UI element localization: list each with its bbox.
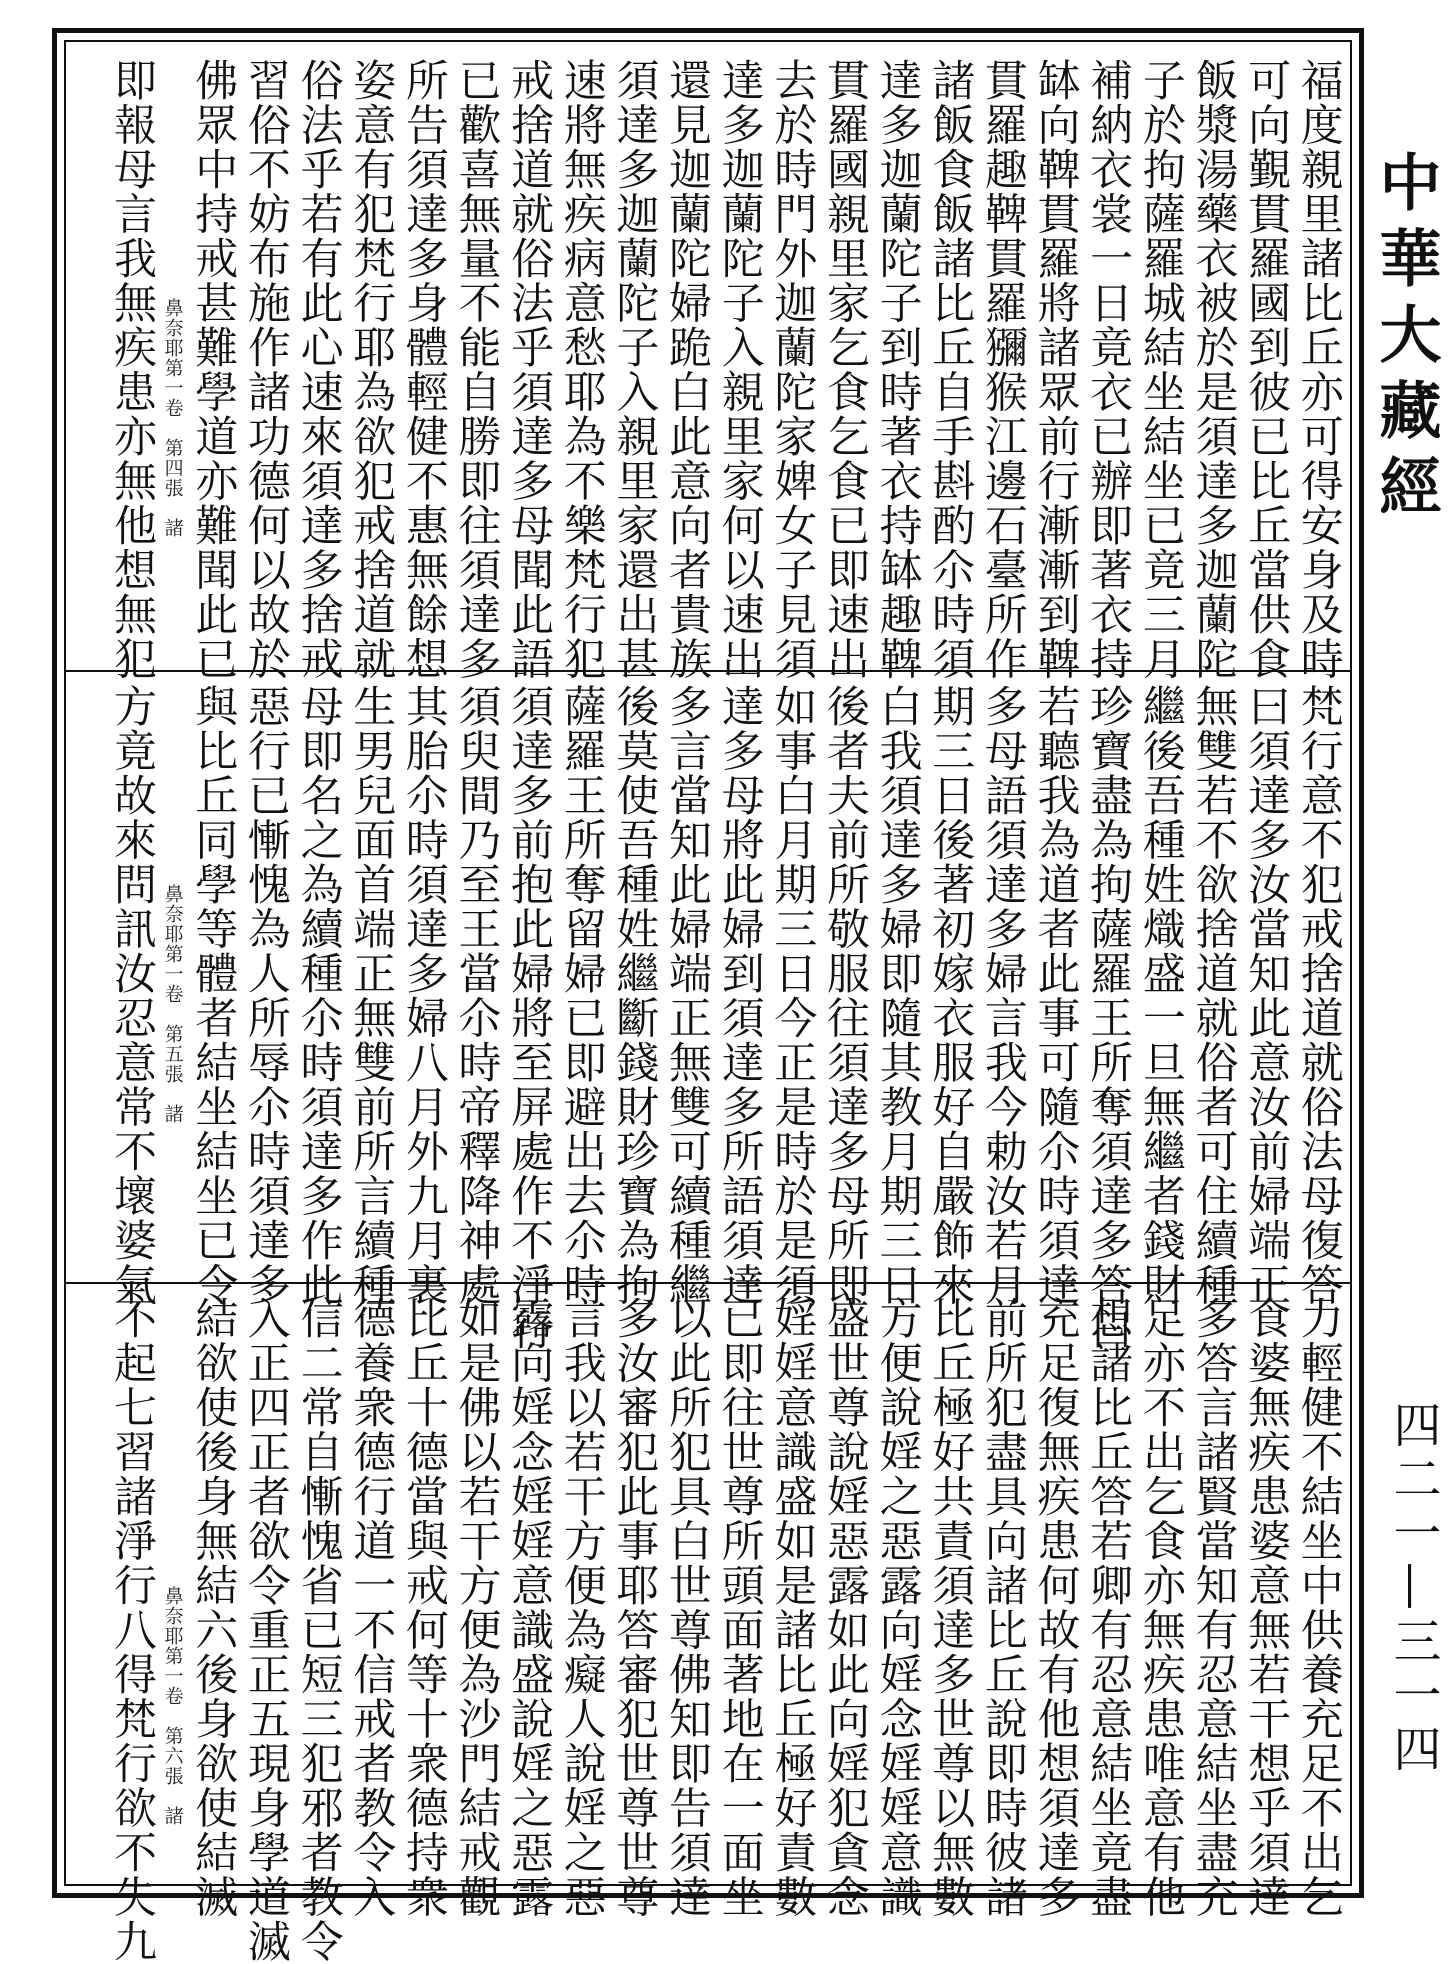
text-column: 達多母將此婦到須達多所語須達 [714, 684, 765, 1307]
text-column: 須臾間乃至王當尒時帝釋降神處 [451, 684, 502, 1307]
text-column: 姿意有犯梵行耶為欲犯戒捨道就 [346, 58, 397, 681]
text-column: 達多迦蘭陀子到時著衣持缽趣鞞 [872, 58, 923, 681]
page-note: 鼻奈耶第一卷 第四張 諸 [161, 298, 184, 538]
text-column: 無雙若不欲捨道就俗者可住續種 [1188, 684, 1239, 1307]
page-note: 鼻奈耶第一卷 第五張 諸 [161, 884, 184, 1124]
text-column: 母即名之為續種尒時須達多作此 [293, 684, 344, 1307]
text-column: 婬婬意識盛如是諸比丘極好責數 [767, 1296, 818, 1919]
text-column: 盛世尊說婬惡露如此向婬犯貪念 [819, 1296, 870, 1919]
text-column: 方便說婬之惡露向婬念婬婬意識 [872, 1296, 923, 1919]
text-column: 子於拘薩羅城結坐結坐已竟三月 [1135, 58, 1186, 681]
text-column: 惡行已慚愧為人所辱尒時須達多 [240, 684, 291, 1307]
text-column: 諸飯食飯諸比丘自手斟酌尒時須 [925, 58, 976, 681]
text-column: 露向婬念婬婬意識盛說婬之惡露 [504, 1296, 555, 1919]
text-column: 達多迦蘭陀子入親里家何以速出 [714, 58, 765, 681]
text-column: 足亦不出乞食亦無疾患唯意有他 [1135, 1296, 1186, 1919]
text-panel-1 [107, 58, 1344, 681]
text-column: 若聽我為道者此事可隨尒時須達 [1030, 684, 1081, 1307]
text-column: 即報母言我無疾患亦無他想無犯 [107, 58, 157, 681]
text-column: 比丘十德當與戒何等十衆德持衆 [398, 1296, 449, 1919]
page-note: 鼻奈耶第一卷 第六張 諸 [161, 1586, 184, 1826]
text-column: 入正四正者欲令重正五現身學道滅 [240, 1296, 291, 1964]
text-column: 去於時門外迦蘭陀家婢女子見須 [767, 58, 818, 681]
text-column: 其胎尒時須達多婦八月外九月裏 [398, 684, 449, 1307]
text-column: 珍寶盡為拘薩羅王所奪須達多答曰 [1083, 684, 1134, 1352]
text-column: 後者夫前所敬服往須達多母所即 [819, 684, 870, 1307]
text-column: 薩羅王所奪留婦已即避出去尒時 [556, 684, 607, 1307]
text-column: 貫羅國親里家乞食乞食已即速出 [819, 58, 870, 681]
text-column: 所告須達多身體輕健不惠無餘想 [398, 58, 449, 681]
text-column: 俗法乎若有此心速來須達多捨戒 [293, 58, 344, 681]
page-number: 四二一—三一四 [1385, 1400, 1441, 1778]
text-column: 戒捨道就俗法乎須達多母聞此語 [504, 58, 555, 681]
text-column: 已歡喜無量不能自勝即往須達多 [451, 58, 502, 681]
text-column: 充足復無疾患何故有他想須達多 [1030, 1296, 1081, 1919]
text-column: 多汝審犯此事耶答審犯世尊世尊 [609, 1296, 660, 1919]
text-column: 前所犯盡具向諸比丘說即時彼諸 [977, 1296, 1028, 1919]
text-column: 缽向鞞貫羅將諸眾前行漸漸到鞞 [1030, 58, 1081, 681]
text-column: 比丘極好共責須達多世尊以無數 [925, 1296, 976, 1919]
text-column: 習俗不妨布施作諸功德何以故於 [240, 58, 291, 681]
text-column: 不起七習諸淨行八得梵行欲不失九 [107, 1296, 157, 1964]
text-column: 與比丘同學等體者結坐結坐已令 [188, 684, 239, 1307]
sutra-collection-title: 中華大藏經 [1369, 150, 1442, 530]
text-column: 可向覲貫羅國到彼已比丘當供食 [1241, 58, 1292, 681]
text-column: 期三日後著初嫁衣服好自嚴飾來 [925, 684, 976, 1307]
text-column: 佛眾中持戒甚難學道亦難聞此已 [188, 58, 239, 681]
text-column: 補納衣裳一日竟衣已辦即著衣持 [1083, 58, 1134, 681]
text-column: 還見迦蘭陀婦跪白此意向者貴族 [662, 58, 713, 681]
text-column: 結欲使後身無結六後身欲使結滅 [188, 1296, 239, 1919]
text-panel-2 [107, 684, 1344, 1352]
text-column: 繼後吾種姓熾盛一旦無繼者錢財 [1135, 684, 1186, 1307]
text-column: 信二常自慚愧省已短三犯邪者教令 [293, 1296, 344, 1964]
text-column: 須達多前抱此婦將至屏處作不淨行 [504, 684, 555, 1352]
text-column: 食婆無疾患婆意無若干想乎須達 [1241, 1296, 1292, 1919]
text-column: 白我須達多婦即隨其教月期三日 [872, 684, 923, 1307]
text-column: 速將無疾病意愁耶為不樂梵行犯 [556, 58, 607, 681]
text-column: 須達多迦蘭陀子入親里家還出甚 [609, 58, 660, 681]
text-column: 曰須達多汝當知此意汝前婦端正 [1241, 684, 1292, 1307]
text-column: 以此所犯具白世尊佛知即告須達 [662, 1296, 713, 1919]
text-column: 已即往世尊所頭面著地在一面坐 [714, 1296, 765, 1919]
text-column: 生男兒面首端正無雙前所言續種 [346, 684, 397, 1307]
text-column: 德養衆德行道一不信戒者教令入 [346, 1296, 397, 1919]
text-column: 多言當知此婦端正無雙可續種繼 [662, 684, 713, 1307]
text-column: 力輕健不結坐中供養充足不出乞 [1293, 1296, 1344, 1919]
text-column: 如是佛以若干方便為沙門結戒觀 [451, 1296, 502, 1919]
text-column: 多母語須達多婦言我今勅汝若月 [977, 684, 1028, 1307]
text-column: 多答言諸賢當知有忍意結坐盡充 [1188, 1296, 1239, 1919]
text-column: 飯漿湯藥衣被於是須達多迦蘭陀 [1188, 58, 1239, 681]
text-column: 貫羅趣鞞貫羅獼猴江邊石臺所作 [977, 58, 1028, 681]
text-column: 方竟故來問訊汝忍意常不壞婆氣 [107, 684, 157, 1307]
text-column: 梵行意不犯戒捨道就俗法母復答 [1293, 684, 1344, 1307]
text-column: 後莫使吾種姓繼斷錢財珍寶為拘 [609, 684, 660, 1307]
text-column: 想諸比丘答若卿有忍意結坐竟盡 [1083, 1296, 1134, 1919]
text-column: 福度親里諸比丘亦可得安身及時 [1293, 58, 1344, 681]
text-panel-3 [107, 1296, 1344, 1964]
text-column: 如事白月期三日今正是時於是須 [767, 684, 818, 1307]
text-column: 言我以若干方便為癡人說婬之惡 [556, 1296, 607, 1919]
